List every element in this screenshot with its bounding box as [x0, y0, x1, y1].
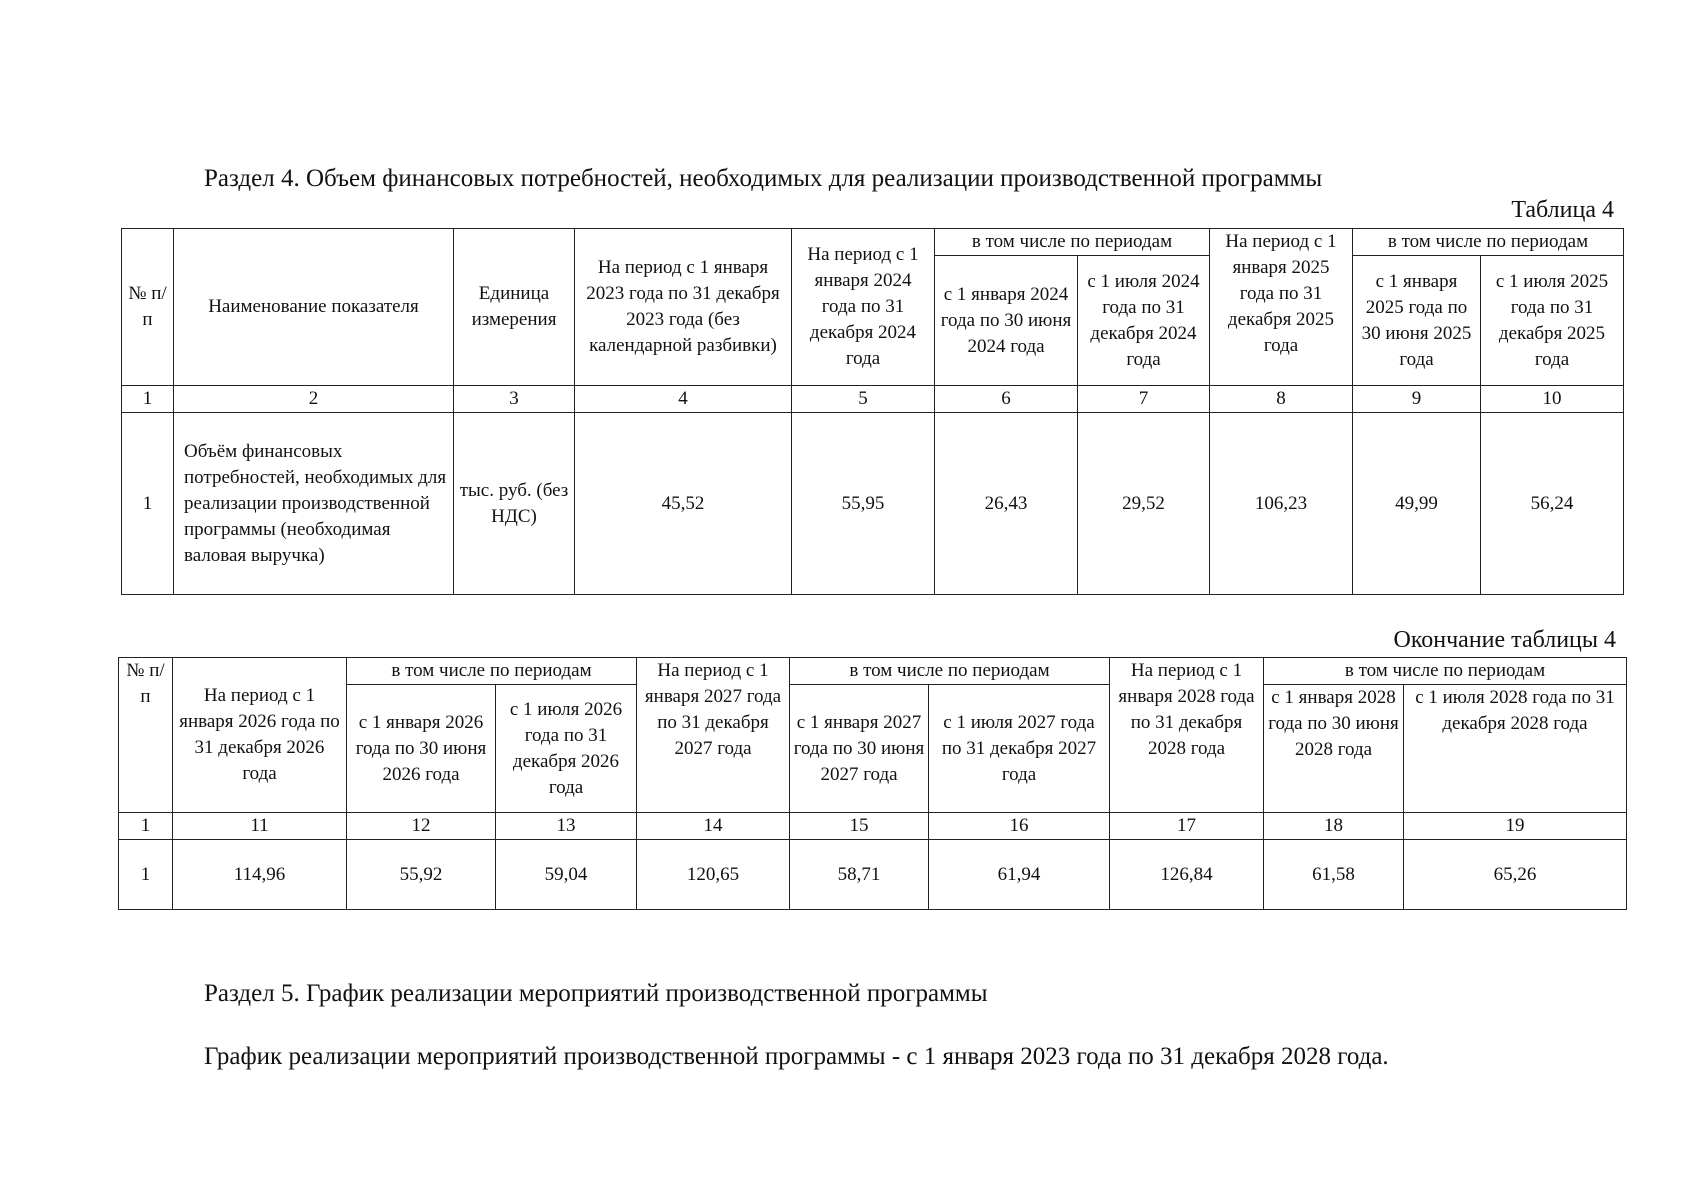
value-h1-2025: 49,99 [1353, 413, 1481, 595]
header-h2-2028: с 1 июля 2028 года по 31 декабря 2028 года [1404, 685, 1627, 813]
column-number: 8 [1210, 386, 1353, 413]
header-h2-2026: с 1 июля 2026 года по 31 декабря 2026 года [496, 685, 637, 813]
value-h2-2026: 59,04 [496, 840, 637, 910]
value-h1-2026: 55,92 [347, 840, 496, 910]
value-h1-2024: 26,43 [935, 413, 1078, 595]
value-h1-2027: 58,71 [790, 840, 929, 910]
column-number: 9 [1353, 386, 1481, 413]
header-h1-2028: с 1 января 2028 года по 30 июня 2028 года [1264, 685, 1404, 813]
value-2024: 55,95 [792, 413, 935, 595]
header-period-2027: На период с 1 января 2027 года по 31 декабря 2027 года [637, 658, 790, 813]
financial-needs-table [121, 228, 1624, 595]
header-h1-2024: с 1 января 2024 года по 30 июня 2024 года [935, 256, 1078, 386]
row-number: 1 [122, 413, 174, 595]
header-row-number: № п/п [122, 229, 174, 386]
header-group-2026: в том числе по периодам [347, 658, 637, 685]
column-number: 11 [173, 813, 347, 840]
column-number: 1 [122, 386, 174, 413]
header-h1-2027: с 1 января 2027 года по 30 июня 2027 года [790, 685, 929, 813]
header-group-2024: в том числе по периодам [935, 229, 1210, 256]
column-number: 12 [347, 813, 496, 840]
schedule-text: График реализации мероприятий производственной программы - с 1 января 2023 года по 31 декабря 2028 года. [204, 1043, 1389, 1070]
column-number: 16 [929, 813, 1110, 840]
section-4-title: Раздел 4. Объем финансовых потребностей, необходимых для реализации производственной программы [204, 165, 1323, 192]
value-h1-2028: 61,58 [1264, 840, 1404, 910]
header-period-2026: На период с 1 января 2026 года по 31 декабря 2026 года [173, 658, 347, 813]
value-h2-2028: 65,26 [1404, 840, 1627, 910]
header-period-2024: На период с 1 января 2024 года по 31 декабря 2024 года [792, 229, 935, 386]
table-row [119, 840, 1627, 910]
table-4-label: Таблица 4 [1511, 197, 1614, 223]
column-number: 5 [792, 386, 935, 413]
column-number: 3 [454, 386, 575, 413]
value-h2-2024: 29,52 [1078, 413, 1210, 595]
table-row [122, 413, 1624, 595]
header-h2-2024: с 1 июля 2024 года по 31 декабря 2024 года [1078, 256, 1210, 386]
value-2027: 120,65 [637, 840, 790, 910]
section-5-title: Раздел 5. График реализации мероприятий производственной программы [204, 980, 988, 1007]
header-h2-2027: с 1 июля 2027 года по 31 декабря 2027 года [929, 685, 1110, 813]
financial-needs-table-end [118, 657, 1627, 910]
column-number: 10 [1481, 386, 1624, 413]
column-number: 19 [1404, 813, 1627, 840]
header-indicator-name: Наименование показателя [174, 229, 454, 386]
header-h2-2025: с 1 июля 2025 года по 31 декабря 2025 года [1481, 256, 1624, 386]
header-group-2028: в том числе по периодам [1264, 658, 1627, 685]
column-number: 7 [1078, 386, 1210, 413]
value-2028: 126,84 [1110, 840, 1264, 910]
value-2025: 106,23 [1210, 413, 1353, 595]
header-unit: Единица измерения [454, 229, 575, 386]
indicator-name: Объём финансовых потребностей, необходимых для реализации производственной программы (необходимая валовая выручка) [174, 413, 454, 595]
column-number: 15 [790, 813, 929, 840]
unit: тыс. руб. (без НДС) [454, 413, 575, 595]
header-period-2025: На период с 1 января 2025 года по 31 декабря 2025 года [1210, 229, 1353, 386]
column-number: 6 [935, 386, 1078, 413]
value-2023: 45,52 [575, 413, 792, 595]
column-number: 18 [1264, 813, 1404, 840]
column-number: 1 [119, 813, 173, 840]
column-number: 2 [174, 386, 454, 413]
header-period-2023: На период с 1 января 2023 года по 31 декабря 2023 года (без календарной разбивки) [575, 229, 792, 386]
header-row-number: № п/п [119, 658, 173, 813]
value-h2-2025: 56,24 [1481, 413, 1624, 595]
header-group-2027: в том числе по периодам [790, 658, 1110, 685]
column-number: 17 [1110, 813, 1264, 840]
header-h1-2026: с 1 января 2026 года по 30 июня 2026 года [347, 685, 496, 813]
value-h2-2027: 61,94 [929, 840, 1110, 910]
table-4-end-label: Окончание таблицы 4 [1393, 627, 1616, 653]
column-number: 4 [575, 386, 792, 413]
header-h1-2025: с 1 января 2025 года по 30 июня 2025 года [1353, 256, 1481, 386]
column-number: 13 [496, 813, 637, 840]
header-period-2028: На период с 1 января 2028 года по 31 декабря 2028 года [1110, 658, 1264, 813]
row-number: 1 [119, 840, 173, 910]
value-2026: 114,96 [173, 840, 347, 910]
header-group-2025: в том числе по периодам [1353, 229, 1624, 256]
column-number: 14 [637, 813, 790, 840]
